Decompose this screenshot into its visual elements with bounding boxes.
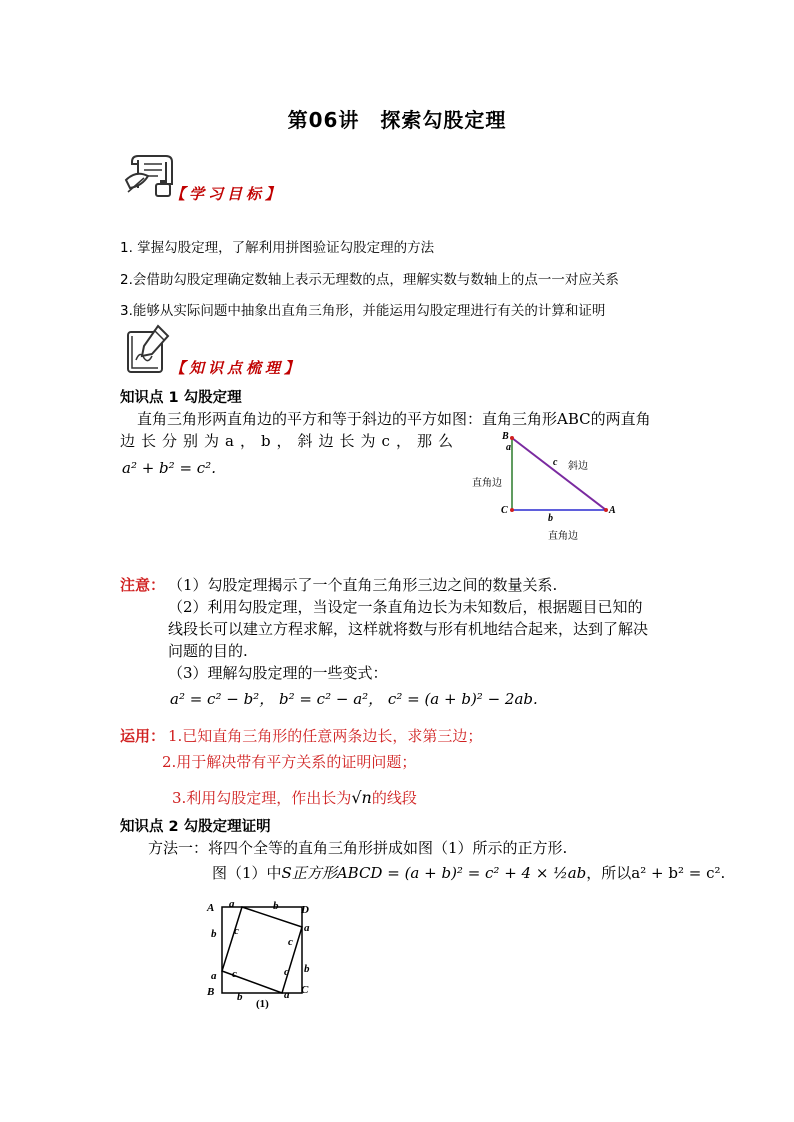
goal-item-1: 1. 掌握勾股定理，了解利用拼图验证勾股定理的方法	[120, 240, 435, 256]
tri-hyp-label: 斜边	[568, 461, 588, 472]
fig-vertex-d: D	[301, 904, 309, 916]
kp2-formula-prefix: 图（1）中	[212, 864, 282, 882]
usage-item-3-prefix: 3.利用勾股定理，作出长为	[172, 789, 352, 807]
pencil-paper-icon	[124, 322, 176, 378]
note-formulas: a² = c² − b²， b² = c² − a²， c² = (a + b)² − 2ab.	[170, 690, 538, 708]
fig-bottom-a: a	[284, 989, 290, 1001]
fig-left-a: a	[211, 970, 217, 982]
fig-inner-c-3: c	[232, 968, 237, 980]
kp1-heading: 知识点 1 勾股定理	[120, 390, 242, 406]
fig-inner-c-1: c	[234, 925, 239, 937]
goal-item-3: 3.能够从实际问题中抽象出直角三角形，并能运用勾股定理进行有关的计算和证明	[120, 303, 606, 319]
fig-inner-c-4: c	[284, 966, 289, 978]
tri-leg-bottom-label: 直角边	[548, 531, 578, 542]
note-item-2-line2: 线段长可以建立方程求解，这样就将数与形有机地结合起来，达到了解决	[168, 620, 649, 638]
fig-caption: (1)	[256, 998, 269, 1010]
page-title: 第06讲 探索勾股定理	[287, 108, 507, 132]
fig-inner-c-2: c	[288, 936, 293, 948]
tri-side-b: b	[548, 513, 553, 524]
note-item-2-line3: 问题的目的.	[168, 642, 248, 660]
kp2-formula-suffix: ，所以a² + b² = c².	[586, 864, 726, 882]
square-proof-figure	[220, 905, 304, 995]
fig-left-b: b	[211, 928, 217, 940]
fig-vertex-c: C	[301, 984, 309, 996]
tri-vertex-a: A	[609, 505, 616, 516]
fig-vertex-b: B	[207, 986, 215, 998]
kp1-formula: a² + b² = c².	[122, 459, 216, 477]
tri-side-a: a	[506, 442, 511, 453]
knowledge-banner: 【知识点梳理】	[170, 359, 304, 377]
fig-top-b: b	[273, 900, 279, 912]
kp2-method1: 方法一：将四个全等的直角三角形拼成如图（1）所示的正方形.	[148, 839, 568, 857]
kp1-line1: 直角三角形两直角边的平方和等于斜边的平方如图：直角三角形ABC的两直角	[137, 410, 651, 428]
tri-side-c: c	[553, 457, 558, 468]
note-label: 注意：	[120, 576, 166, 594]
fig-right-a: a	[304, 922, 310, 934]
note-item-2-line1: （2）利用勾股定理，当设定一条直角边长为未知数后，根据题目已知的	[168, 598, 643, 616]
tri-vertex-b: B	[502, 431, 509, 442]
usage-label: 运用：	[120, 727, 166, 745]
tri-leg-left-label: 直角边	[472, 478, 502, 489]
goals-banner: 【学习目标】	[170, 185, 285, 203]
goal-item-2: 2.会借助勾股定理确定数轴上表示无理数的点，理解实数与数轴上的点一一对应关系	[120, 272, 619, 288]
usage-item-3-suffix: 的线段	[371, 789, 417, 807]
kp2-heading: 知识点 2 勾股定理证明	[120, 819, 271, 835]
usage-item-2: 2.用于解决带有平方关系的证明问题；	[162, 753, 417, 771]
tri-vertex-c: C	[501, 505, 508, 516]
usage-item-3	[172, 787, 417, 808]
fig-right-b: b	[304, 963, 310, 975]
fig-bottom-b: b	[237, 991, 243, 1003]
kp1-line2: 边长分别为a，b，斜边长为c，那么	[120, 432, 459, 450]
sqrt-n: √n	[351, 788, 372, 807]
note-item-1: （1）勾股定理揭示了一个直角三角形三边之间的数量关系.	[168, 576, 558, 594]
fig-vertex-a: A	[207, 902, 215, 914]
kp2-formula-line	[212, 862, 725, 883]
fig-top-a: a	[229, 898, 235, 910]
usage-item-1: 1.已知直角三角形的任意两条边长，求第三边；	[168, 727, 483, 745]
kp2-formula-main: S正方形ABCD = (a + b)² = c² + 4 × ½ab	[281, 864, 587, 882]
note-item-3: （3）理解勾股定理的一些变式：	[168, 664, 388, 682]
